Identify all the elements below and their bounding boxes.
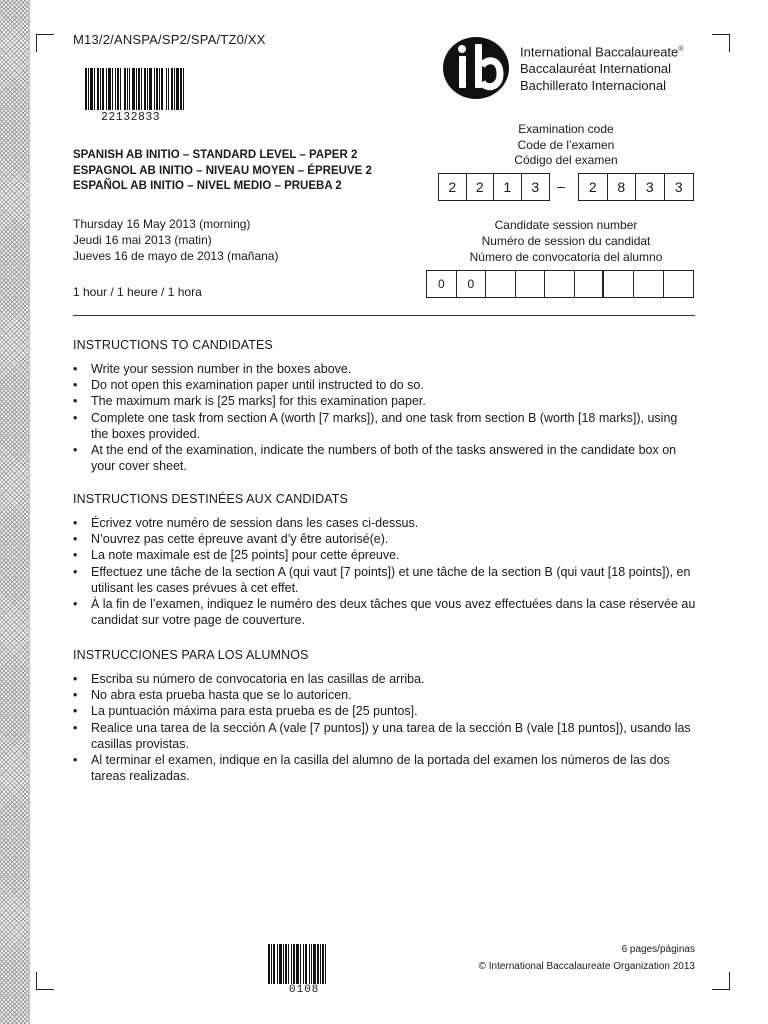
exam-code-digit: 3 bbox=[674, 179, 683, 195]
instructions-title: INSTRUCTIONS DESTINÉES AUX CANDIDATS bbox=[73, 492, 348, 506]
barcode-bottom-number: 0108 bbox=[289, 984, 320, 996]
date-es: Jueves 16 de mayo de 2013 (mañana) bbox=[73, 249, 279, 263]
instruction-item: • Al terminar el examen, indique en la casilla del alumno de la portada del examen los números de las dos tareas realizadas. bbox=[73, 752, 698, 784]
page-count: 6 pages/páginas bbox=[621, 944, 695, 955]
instruction-item: • La note maximale est de [25 points] pour cette épreuve. bbox=[73, 547, 698, 563]
paper-code: M13/2/ANSPA/SP2/SPA/TZ0/XX bbox=[73, 32, 266, 47]
barcode-bar bbox=[129, 68, 130, 110]
instructions-title: INSTRUCTIONS TO CANDIDATES bbox=[73, 338, 273, 352]
binding-strip bbox=[0, 0, 30, 1024]
barcode-bar bbox=[108, 68, 111, 110]
instruction-item: • The maximum mark is [25 marks] for this examination paper. bbox=[73, 393, 698, 409]
exam-code-label: Examination code Code de l’examen Código del examen bbox=[514, 122, 618, 167]
exam-code-digit: 1 bbox=[494, 174, 522, 200]
barcode-bar bbox=[311, 944, 312, 984]
instructions-list bbox=[73, 515, 698, 628]
barcode-bar bbox=[144, 68, 146, 110]
crop-mark-bottom-left bbox=[36, 972, 54, 990]
instruction-item: • Escriba su número de convocatoria en las casillas de arriba. bbox=[73, 671, 698, 687]
barcode-top-number: 22132833 bbox=[101, 111, 161, 124]
barcode-bar bbox=[115, 68, 116, 110]
barcode-bar bbox=[120, 68, 121, 110]
candidate-session-label: Candidate session number Numéro de session du candidat Número de convocatoria del alumno bbox=[469, 218, 663, 264]
barcode-bar bbox=[124, 68, 126, 110]
barcode-bar bbox=[322, 944, 324, 984]
exam-duration: 1 hour / 1 heure / 1 hora bbox=[73, 285, 202, 299]
exam-code-digit: 3 bbox=[636, 174, 665, 200]
instruction-item: • Écrivez votre numéro de session dans les cases ci-dessus. bbox=[73, 515, 698, 531]
subject-title bbox=[73, 148, 372, 195]
barcode-bottom bbox=[268, 944, 342, 984]
instruction-item: • At the end of the examination, indicate the numbers of both of the tasks answered in the candidate box on your cover sheet. bbox=[73, 442, 698, 474]
exam-code-digit: 3 bbox=[531, 179, 540, 195]
org-name-en: International Baccalaureate® bbox=[520, 44, 684, 60]
session-digit-cell[interactable] bbox=[575, 271, 605, 297]
barcode-bar bbox=[288, 944, 289, 984]
barcode-bar bbox=[138, 68, 140, 110]
exam-code-digit: 2 bbox=[467, 174, 495, 200]
barcode-bar bbox=[90, 68, 93, 110]
exam-code-separator: – bbox=[557, 178, 565, 194]
instruction-item: • Complete one task from section A (worth [7 marks]), and one task from section B (worth [18 marks]), using the boxes provided. bbox=[73, 410, 698, 442]
barcode-bar bbox=[117, 68, 119, 110]
barcode-bar bbox=[154, 68, 155, 110]
instruction-item: • No abra esta prueba hasta que se lo autoricen. bbox=[73, 687, 698, 703]
exam-code-digit: 2 bbox=[439, 174, 467, 200]
copyright: © International Baccalaureate Organization 2013 bbox=[478, 961, 695, 972]
org-name-fr: Baccalauréat International bbox=[520, 61, 672, 77]
crop-mark-top-right bbox=[712, 34, 730, 52]
barcode-bar bbox=[171, 68, 173, 110]
barcode-bar bbox=[183, 68, 184, 110]
session-digit-cell[interactable] bbox=[516, 271, 546, 297]
barcode-bar bbox=[313, 944, 316, 984]
exam-code-box-part2 bbox=[578, 173, 694, 201]
subject-es: ESPAÑOL AB INITIO – NIVEL MEDIO – PRUEBA 2 bbox=[73, 180, 342, 192]
barcode-bar bbox=[176, 68, 179, 110]
instruction-item: • N’ouvrez pas cette épreuve avant d’y être autorisé(e). bbox=[73, 531, 698, 547]
session-digit-cell[interactable]: 0 bbox=[457, 271, 487, 297]
instructions-spanish bbox=[73, 648, 698, 784]
barcode-bar bbox=[303, 944, 304, 984]
barcode-bar bbox=[159, 68, 160, 110]
session-digit-cell[interactable] bbox=[634, 271, 664, 297]
org-name-es: Bachillerato Internacional bbox=[520, 78, 666, 94]
barcode-bar bbox=[300, 944, 301, 984]
ib-logo-icon bbox=[442, 36, 510, 100]
barcode-bar bbox=[136, 68, 137, 110]
registered-mark: ® bbox=[678, 46, 684, 53]
instruction-item: • Realice una tarea de la sección A (vale [7 puntos]) y una tarea de la sección B (vale [18 puntos]), usando las casillas provistas. bbox=[73, 720, 698, 752]
exam-code-digit: 8 bbox=[608, 174, 637, 200]
session-digit-cell[interactable] bbox=[664, 271, 694, 297]
barcode-bar bbox=[149, 68, 152, 110]
barcode-bar bbox=[268, 944, 270, 984]
barcode-bar bbox=[94, 68, 95, 110]
barcode-bar bbox=[296, 944, 299, 984]
session-digit-cell[interactable]: 0 bbox=[427, 271, 457, 297]
instructions-french bbox=[73, 492, 698, 628]
barcode-bar bbox=[141, 68, 142, 110]
barcode-bar bbox=[291, 944, 292, 984]
barcode-bar bbox=[285, 944, 287, 984]
subject-fr: ESPAGNOL AB INITIO – NIVEAU MOYEN – ÉPREUVE 2 bbox=[73, 164, 372, 177]
barcode-bar bbox=[283, 944, 284, 984]
barcode-bar bbox=[305, 944, 307, 984]
barcode-bar bbox=[156, 68, 158, 110]
session-digit-cell[interactable] bbox=[545, 271, 575, 297]
exam-dates bbox=[73, 216, 278, 264]
barcode-bar bbox=[100, 68, 101, 110]
barcode-bar bbox=[97, 68, 99, 110]
session-digit-cell[interactable] bbox=[486, 271, 516, 297]
barcode-bar bbox=[293, 944, 295, 984]
barcode-bar bbox=[106, 68, 107, 110]
barcode-bar bbox=[273, 944, 275, 984]
session-digit-cell[interactable] bbox=[604, 271, 634, 297]
date-en: Thursday 16 May 2013 (morning) bbox=[73, 217, 251, 231]
barcode-bar bbox=[180, 68, 182, 110]
subject-en: SPANISH AB INITIO – STANDARD LEVEL – PAPER 2 bbox=[73, 149, 358, 161]
barcode-bar bbox=[168, 68, 169, 110]
instruction-item: • À la fin de l’examen, indiquez le numéro des deux tâches que vous avez effectuées dans la case réservée au candidat sur votre page de couverture. bbox=[73, 596, 698, 628]
organization-names bbox=[520, 41, 683, 94]
instructions-list bbox=[73, 671, 698, 784]
instruction-item: • La puntuación máxima para esta prueba es de [25 puntos]. bbox=[73, 703, 698, 719]
barcode-bar bbox=[127, 68, 128, 110]
exam-code-box-part1 bbox=[438, 173, 550, 201]
barcode-bar bbox=[166, 68, 167, 110]
instructions-english bbox=[73, 338, 698, 474]
instruction-item: • Effectuez une tâche de la section A (qui vaut [7 points]) et une tâche de la section B (qui vaut [18 points]), en utilisant les cases prévues à cet effet. bbox=[73, 564, 698, 596]
barcode-bar bbox=[88, 68, 89, 110]
crop-mark-top-left bbox=[36, 34, 54, 52]
barcode-bar bbox=[271, 944, 272, 984]
instructions-title: INSTRUCCIONES PARA LOS ALUMNOS bbox=[73, 648, 309, 662]
barcode-top bbox=[85, 68, 203, 110]
footer-info bbox=[479, 941, 695, 975]
exam-code-digit: 2 bbox=[579, 174, 608, 200]
barcode-bar bbox=[132, 68, 135, 110]
instructions-list bbox=[73, 361, 698, 474]
crop-mark-bottom-right bbox=[712, 972, 730, 990]
barcode-bar bbox=[161, 68, 163, 110]
instruction-item: • Write your session number in the boxes above. bbox=[73, 361, 698, 377]
barcode-bar bbox=[317, 944, 319, 984]
date-fr: Jeudi 16 mai 2013 (matin) bbox=[73, 233, 212, 247]
barcode-bar bbox=[102, 68, 104, 110]
candidate-session-number-box[interactable] bbox=[426, 270, 694, 298]
barcode-bar bbox=[320, 944, 321, 984]
barcode-bar bbox=[279, 944, 282, 984]
instruction-item: • Do not open this examination paper until instructed to do so. bbox=[73, 377, 698, 393]
barcode-bar bbox=[325, 944, 326, 984]
barcode-bar bbox=[112, 68, 113, 110]
barcode-bar bbox=[309, 944, 310, 984]
barcode-bar bbox=[277, 944, 278, 984]
barcode-bar bbox=[174, 68, 175, 110]
barcode-bar bbox=[147, 68, 148, 110]
barcode-bar bbox=[85, 68, 87, 110]
divider bbox=[73, 315, 695, 316]
